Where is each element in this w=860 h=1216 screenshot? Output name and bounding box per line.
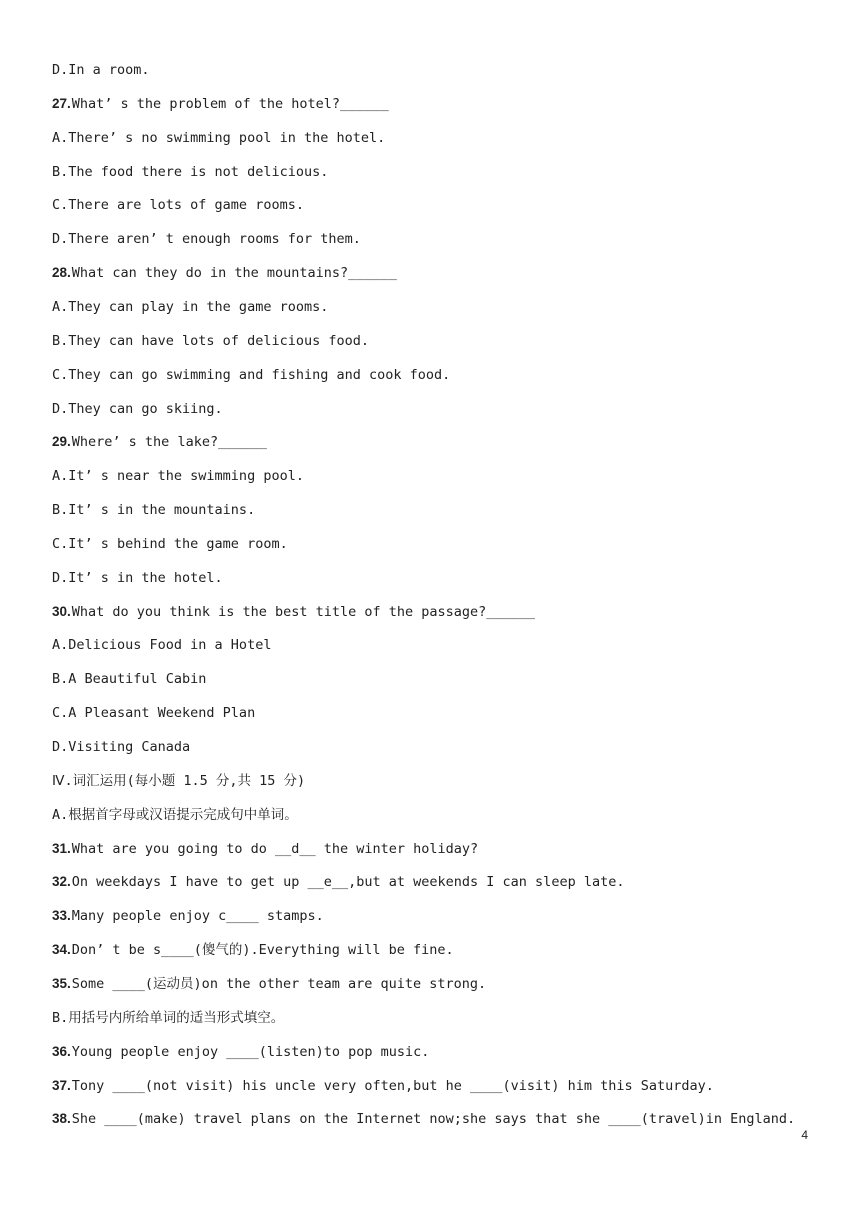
line-text: A.They can play in the game rooms. xyxy=(52,298,329,315)
question-number: 30. xyxy=(52,603,71,619)
line-text: D.Visiting Canada xyxy=(52,739,191,755)
text-line xyxy=(52,196,304,214)
line-text: B.A Beautiful Cabin xyxy=(52,671,207,688)
question-line xyxy=(52,95,389,113)
line-text: B.They can have lots of delicious food. xyxy=(52,332,369,349)
text-line xyxy=(52,569,223,587)
text-line xyxy=(52,163,328,181)
question-number: 32. xyxy=(52,874,71,890)
line-text: D.It’ s in the hotel. xyxy=(52,569,223,586)
text-line xyxy=(52,535,288,553)
line-text: A.There’ s no swimming pool in the hotel. xyxy=(52,129,386,146)
line-text: C.There are lots of game rooms. xyxy=(52,197,304,214)
line-text: Ⅳ.词汇运用(每小题 1.5 分,共 15 分) xyxy=(52,772,306,789)
line-text: A.根据首字母或汉语提示完成句中单词。 xyxy=(52,806,298,823)
text-line xyxy=(52,772,305,790)
question-line xyxy=(52,264,397,282)
line-text: What can they do in the mountains?______ xyxy=(71,265,397,282)
text-line xyxy=(52,670,206,688)
line-text: D.They can go skiing. xyxy=(52,400,223,417)
line-text: On weekdays I have to get up __e__,but at weekends I can sleep late. xyxy=(71,874,625,891)
text-line xyxy=(52,636,271,654)
question-number: 36. xyxy=(52,1043,71,1059)
question-line xyxy=(52,840,478,858)
line-text: She ____(make) travel plans on the Internet now;she says that she ____(travel)in England. xyxy=(71,1111,796,1128)
line-text: D.There aren’ t enough rooms for them. xyxy=(52,231,361,248)
line-text: B.It’ s in the mountains. xyxy=(52,502,256,519)
text-line xyxy=(52,61,150,79)
question-line xyxy=(52,907,324,925)
question-number: 35. xyxy=(52,975,71,991)
line-text: Tony ____(not visit) his uncle very often,but he ____(visit) him this Saturday. xyxy=(71,1077,714,1094)
line-text: C.They can go swimming and fishing and cook food. xyxy=(52,366,451,383)
text-line xyxy=(52,738,190,756)
text-line xyxy=(52,298,328,316)
text-line xyxy=(52,704,255,722)
text-line xyxy=(52,467,304,485)
line-text: What are you going to do __d__ the winter holiday? xyxy=(71,840,479,857)
question-line xyxy=(52,1043,429,1061)
line-text: Many people enjoy c____ stamps. xyxy=(71,908,324,925)
line-text: B.用括号内所给单词的适当形式填空。 xyxy=(52,1009,285,1026)
question-number: 27. xyxy=(52,95,71,111)
page-number: 4 xyxy=(801,1128,808,1142)
question-line xyxy=(52,603,535,621)
line-text: D.In a room. xyxy=(52,62,150,78)
text-line xyxy=(52,806,298,824)
text-line xyxy=(52,129,385,147)
question-line xyxy=(52,941,454,959)
text-line xyxy=(52,332,369,350)
text-line xyxy=(52,400,223,418)
line-text: Some ____(运动员)on the other team are quite strong. xyxy=(71,975,487,992)
line-text: Young people enjoy ____(listen)to pop music. xyxy=(71,1043,430,1060)
line-text: B.The food there is not delicious. xyxy=(52,163,329,180)
line-text: A.Delicious Food in a Hotel xyxy=(52,637,272,654)
text-line xyxy=(52,501,255,519)
line-text: Don’ t be s____(傻气的).Everything will be fine. xyxy=(71,942,454,959)
question-number: 31. xyxy=(52,840,71,856)
text-line xyxy=(52,1009,284,1027)
question-line xyxy=(52,1077,714,1095)
line-text: What’ s the problem of the hotel?______ xyxy=(71,95,389,112)
text-line xyxy=(52,230,361,248)
question-number: 33. xyxy=(52,908,71,924)
question-line xyxy=(52,975,486,993)
question-number: 38. xyxy=(52,1111,71,1127)
text-line xyxy=(52,366,450,384)
question-line xyxy=(52,433,267,451)
question-number: 28. xyxy=(52,265,71,281)
line-text: C.A Pleasant Weekend Plan xyxy=(52,705,256,722)
question-number: 29. xyxy=(52,434,71,450)
question-number: 34. xyxy=(52,942,71,958)
question-line xyxy=(52,1110,795,1128)
line-text: What do you think is the best title of the passage?______ xyxy=(71,603,536,620)
line-text: C.It’ s behind the game room. xyxy=(52,535,288,552)
question-number: 37. xyxy=(52,1077,71,1093)
line-text: A.It’ s near the swimming pool. xyxy=(52,468,304,485)
question-line xyxy=(52,873,624,891)
line-text: Where’ s the lake?______ xyxy=(71,434,267,451)
